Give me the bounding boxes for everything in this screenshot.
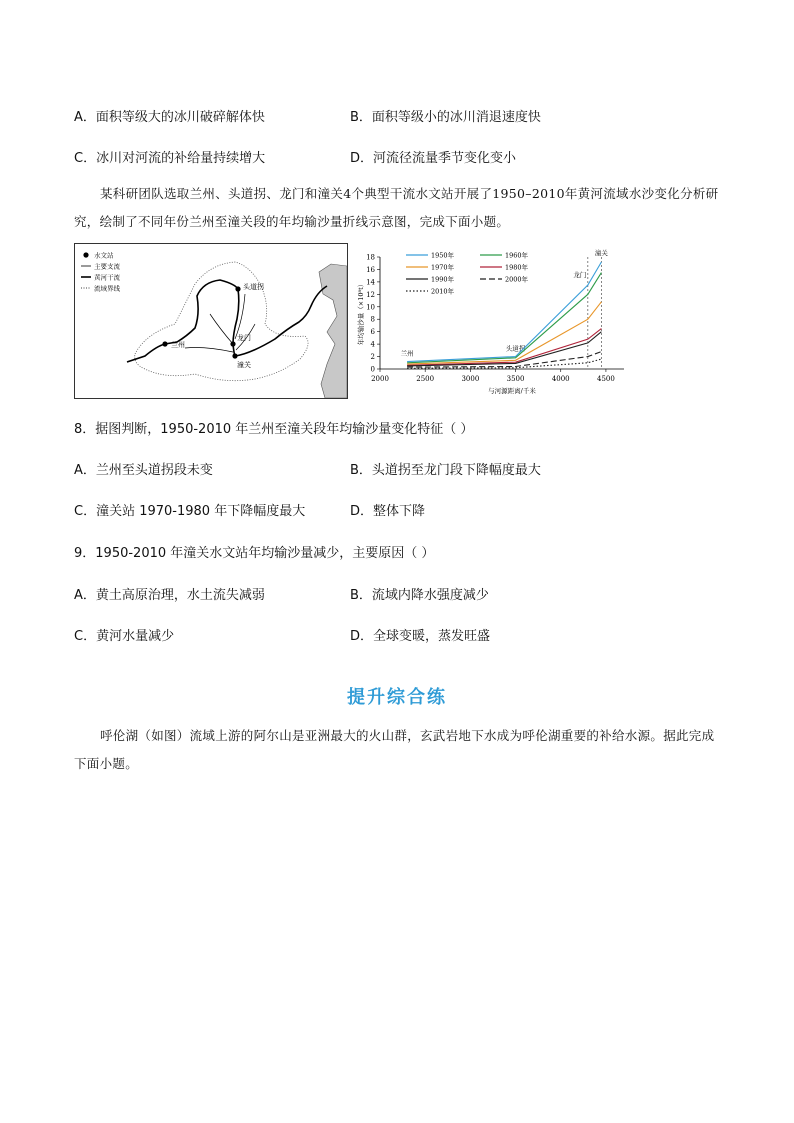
tributary-weihe — [185, 348, 233, 353]
legend-station-symbol — [83, 252, 88, 257]
yellow-river-map — [74, 243, 348, 399]
q7-option-c: C．冰川对河流的补给量持续增大 — [74, 151, 266, 166]
legend-tributary: 主要支流 — [94, 262, 120, 271]
q7-option-b: B．面积等级小的冰川消退速度快 — [350, 110, 541, 125]
x-tick-label: 3500 — [506, 375, 525, 383]
legend-mainstream: 黄河干流 — [94, 273, 120, 282]
q8-option-a: A．兰州至头道拐段未变 — [74, 463, 213, 478]
y-axis-label: 年均输沙量（×10⁸t） — [357, 280, 365, 346]
x-tick-label: 4000 — [551, 375, 570, 383]
series-line-2 — [407, 302, 601, 364]
y-tick-label: 12 — [366, 290, 375, 299]
q8-stem: 8．据图判断，1950-2010 年兰州至潼关段年均输沙量变化特征（ ） — [74, 422, 474, 437]
legend-label-2: 1970年 — [431, 263, 455, 272]
q7-option-a: A．面积等级大的冰川破碎解体快 — [74, 110, 265, 125]
y-tick-label: 14 — [366, 278, 375, 287]
x-tick-label: 3000 — [461, 375, 480, 383]
q8-option-b: B．头道拐至龙门段下降幅度最大 — [350, 463, 541, 478]
sediment-line-chart — [352, 243, 637, 408]
intro-paragraph — [74, 180, 724, 236]
legend-station: 水文站 — [94, 251, 114, 260]
q8-option-d: D．整体下降 — [350, 504, 426, 519]
legend-label-6: 2010年 — [431, 287, 455, 296]
y-tick-label: 2 — [370, 353, 375, 362]
station-toudaoguai-label: 头道拐 — [243, 283, 264, 291]
q7-option-d: D．河流径流量季节变化变小 — [350, 151, 517, 166]
station-label-2: 龙门 — [573, 271, 587, 279]
hulun-paragraph — [74, 722, 724, 778]
q9-stem: 9．1950-2010 年潼关水文站年均输沙量减少，主要原因（ ） — [74, 546, 435, 561]
station-longmen-label: 龙门 — [237, 334, 251, 342]
q9-option-d: D．全球变暖，蒸发旺盛 — [350, 629, 491, 644]
legend-label-4: 1990年 — [431, 275, 455, 284]
legend-label-3: 1980年 — [505, 263, 529, 272]
section-title: 提升综合练 — [347, 687, 447, 708]
series-line-1 — [407, 273, 601, 363]
station-label-1: 头道拐 — [505, 344, 526, 353]
station-longmen-dot — [230, 341, 235, 346]
station-tongguan-dot — [232, 353, 237, 358]
q9-option-a: A．黄土高原治理，水土流失减弱 — [74, 588, 265, 603]
hulun-text: 呼伦湖（如图）流域上游的阿尔山是亚洲最大的火山群，玄武岩地下水成为呼伦湖重要的补给水源。据此完成下面小题。 — [74, 728, 715, 771]
station-lanzhou-dot — [162, 341, 167, 346]
x-tick-label: 2500 — [416, 375, 435, 383]
y-tick-label: 8 — [370, 315, 375, 324]
y-tick-label: 18 — [366, 253, 375, 262]
legend-label-0: 1950年 — [431, 251, 455, 260]
intro-text: 某科研团队选取兰州、头道拐、龙门和潼关4个典型干流水文站开展了1950–2010年黄河流域水沙变化分析研究，绘制了不同年份兰州至潼关段的年均输沙量折线示意图，完成下面小题。 — [74, 186, 719, 229]
station-label-3: 潼关 — [594, 249, 608, 257]
x-tick-label: 2000 — [371, 375, 389, 383]
tributary-fenhe — [210, 314, 233, 344]
q9-option-c: C．黄河水量减少 — [74, 629, 175, 644]
x-tick-label: 4500 — [597, 375, 615, 383]
y-tick-label: 4 — [370, 340, 375, 349]
station-label-0: 兰州 — [400, 349, 414, 358]
x-axis-label: 与河源距离/千米 — [488, 387, 536, 395]
station-toudaoguai-dot — [235, 286, 240, 291]
legend-label-1: 1960年 — [505, 251, 529, 260]
yellow-river-mainstream — [127, 280, 327, 362]
y-tick-label: 0 — [370, 365, 375, 374]
q9-option-b: B．流域内降水强度减少 — [350, 588, 489, 603]
y-tick-label: 16 — [366, 265, 375, 274]
y-tick-label: 10 — [366, 303, 375, 312]
sea-area — [319, 264, 347, 398]
legend-label-5: 2000年 — [505, 275, 529, 284]
station-lanzhou-label: 兰州 — [171, 341, 185, 349]
tributary-north — [235, 294, 245, 339]
station-tongguan-label: 潼关 — [237, 361, 251, 369]
q8-option-c: C．潼关站 1970-1980 年下降幅度最大 — [74, 504, 306, 519]
legend-boundary: 流域界线 — [94, 284, 120, 293]
y-tick-label: 6 — [370, 328, 375, 337]
